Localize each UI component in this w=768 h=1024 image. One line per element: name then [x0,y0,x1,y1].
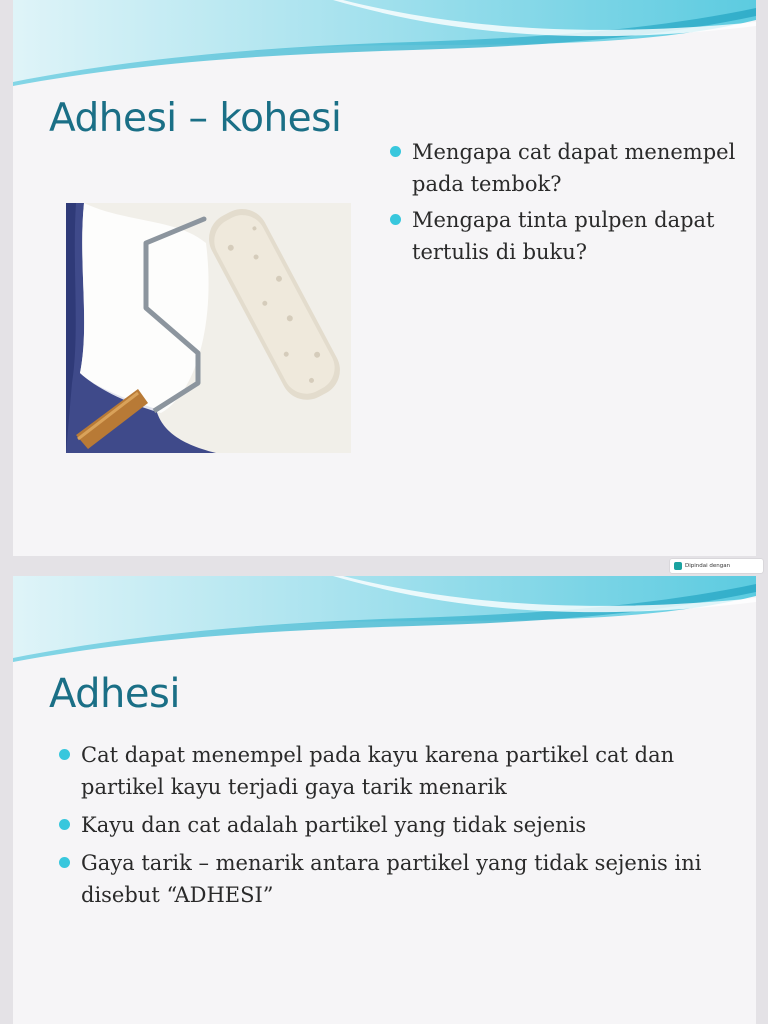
slide-title: Adhesi – kohesi [49,96,342,141]
slide-1-bullet-list [387,136,747,272]
camscanner-badge: Dipindai dengan [670,559,763,573]
bullet-item: Cat dapat menempel pada kayu karena partikel cat dan partikel kayu terjadi gaya tarik menarik [56,739,746,803]
bullet-item: Gaya tarik – menarik antara partikel yang tidak sejenis ini disebut “ADHESI” [56,847,746,911]
bullet-icon [390,214,401,225]
bullet-icon [59,749,70,760]
header-wave-decoration [13,576,756,666]
camscanner-logo-icon [674,562,682,570]
bullet-icon [59,819,70,830]
paint-roller-image [66,203,351,453]
bullet-item: Kayu dan cat adalah partikel yang tidak sejenis [56,809,746,841]
header-wave-decoration [13,0,756,90]
bullet-icon [59,857,70,868]
slide-1 [13,0,756,556]
slide-2 [13,576,756,1024]
slide-2-bullet-list [56,739,746,917]
bullet-icon [390,146,401,157]
bullet-item: Mengapa cat dapat menempel pada tembok? [387,136,747,200]
bullet-item: Mengapa tinta pulpen dapat tertulis di buku? [387,204,747,268]
slide-title: Adhesi [49,671,180,717]
